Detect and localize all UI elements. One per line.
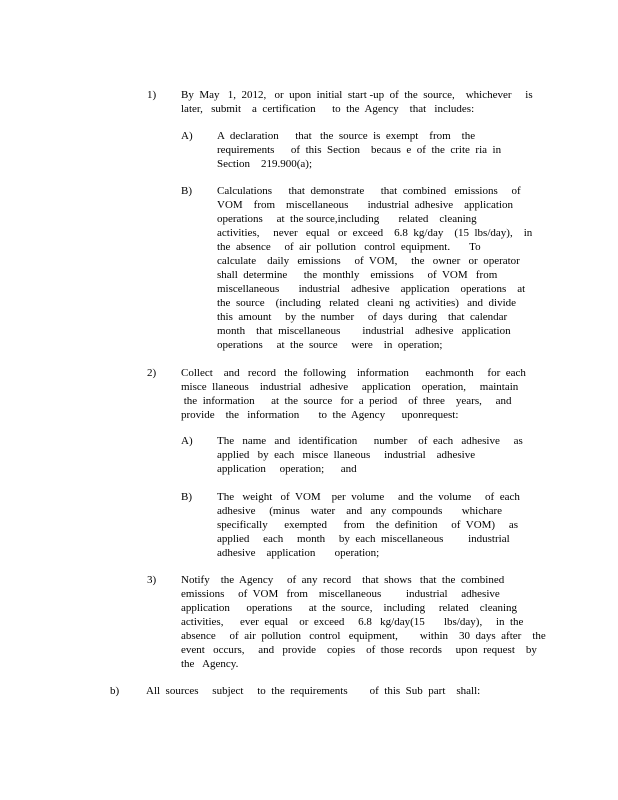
text-line: applied each month by each miscellaneous industrial: [217, 533, 510, 545]
item-2-a-marker: A): [181, 435, 193, 447]
text-line: All sources subject to the requirements of this Sub part shall:: [146, 685, 481, 697]
text-line: specifically exempted from the definition of VOM) as: [217, 519, 519, 531]
item-3-text: [181, 573, 546, 671]
text-line: the source (including related cleani ng activities) and divide: [217, 297, 517, 309]
text-line: absence of air pollution control equipment, within 30 days after the: [181, 630, 546, 642]
text-line: By May 1, 2012, or upon initial start -up of the source, whichever is: [181, 89, 533, 101]
text-line: emissions of VOM from miscellaneous industrial adhesive: [181, 588, 500, 600]
item-2-b-marker: B): [181, 491, 192, 503]
text-line: later, submit a certification to the Agency that includes:: [181, 103, 475, 115]
item-1-text: [181, 88, 533, 116]
item-1-a-marker: A): [181, 130, 193, 142]
text-line: A declaration that the source is exempt from the: [217, 130, 476, 142]
text-line: provide the information to the Agency uponrequest:: [181, 409, 459, 421]
text-line: requirements of this Section becaus e of the crite ria in: [217, 144, 502, 156]
item-1-b-marker: B): [181, 185, 192, 197]
text-line: Section 219.900(a);: [217, 158, 313, 170]
text-line: event occurs, and provide copies of those records upon request by: [181, 644, 537, 656]
text-line: misce llaneous industrial adhesive application operation, maintain: [181, 381, 519, 393]
text-line: shall determine the monthly emissions of VOM from: [217, 269, 498, 281]
text-line: The name and identification number of each adhesive as: [217, 435, 523, 447]
item-2-text: [181, 366, 526, 422]
item-3-marker: 3): [147, 574, 157, 586]
text-line: VOM from miscellaneous industrial adhesive application: [217, 199, 514, 211]
text-line: activities, never equal or exceed 6.8 kg/day (15 lbs/day), in: [217, 227, 533, 239]
text-line: month that miscellaneous industrial adhesive application: [217, 325, 511, 337]
item-1-a-text: [217, 129, 501, 171]
item-2-marker: 2): [147, 367, 157, 379]
text-line: Notify the Agency of any record that shows that the combined: [181, 574, 505, 586]
text-line: operations at the source,including related cleaning: [217, 213, 477, 225]
item-b-text: [146, 684, 480, 698]
item-1-b-text: [217, 184, 532, 352]
text-line: operations at the source were in operation;: [217, 339, 443, 351]
item-1-marker: 1): [147, 89, 157, 101]
text-line: the absence of air pollution control equipment. To: [217, 241, 481, 253]
text-line: activities, ever equal or exceed 6.8 kg/day(15 lbs/day), in the: [181, 616, 524, 628]
text-line: this amount by the number of days during that calendar: [217, 311, 508, 323]
text-line: adhesive (minus water and any compounds whichare: [217, 505, 503, 517]
item-b-marker: b): [110, 685, 120, 697]
text-line: miscellaneous industrial adhesive application operations at: [217, 283, 526, 295]
item-2-a-text: [217, 434, 523, 476]
text-line: adhesive application operation;: [217, 547, 380, 559]
text-line: application operations at the source, including related cleaning: [181, 602, 518, 614]
text-line: Calculations that demonstrate that combined emissions of: [217, 185, 521, 197]
text-line: applied by each misce llaneous industrial adhesive: [217, 449, 476, 461]
text-line: Collect and record the following information eachmonth for each: [181, 367, 526, 379]
text-line: the information at the source for a period of three years, and: [181, 395, 512, 407]
item-2-b-text: [217, 490, 520, 560]
text-line: calculate daily emissions of VOM, the owner or operator: [217, 255, 520, 267]
text-line: the Agency.: [181, 658, 239, 670]
text-line: application operation; and: [217, 463, 357, 475]
text-line: The weight of VOM per volume and the volume of each: [217, 491, 520, 503]
